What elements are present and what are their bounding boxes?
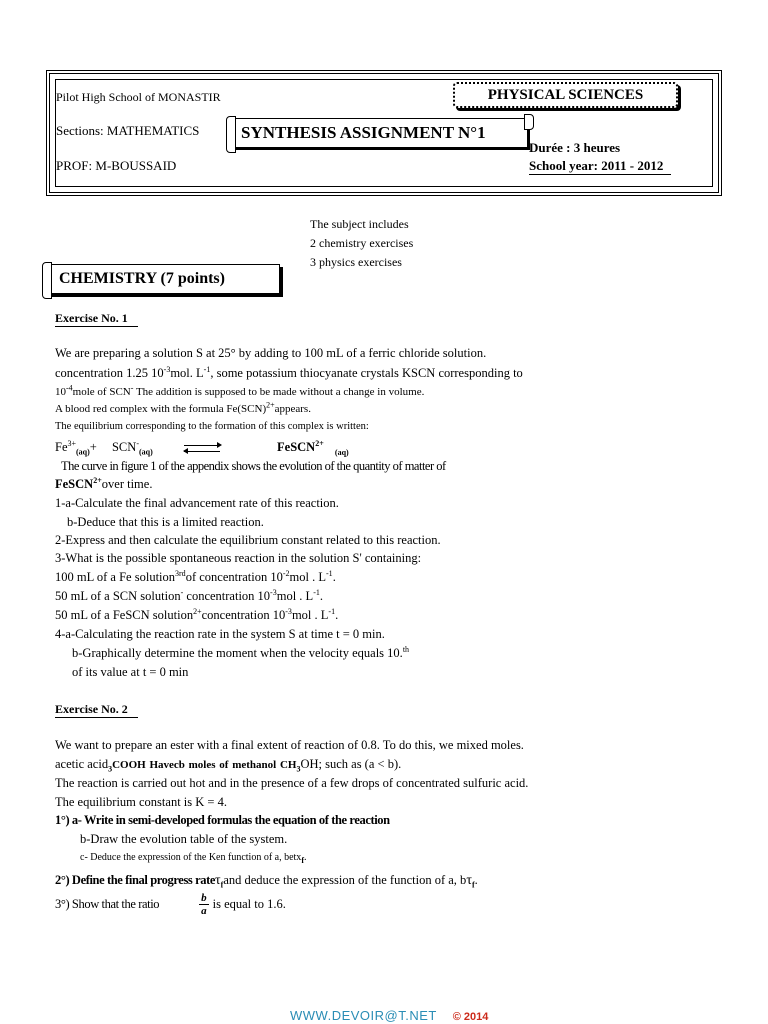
ex1-question-4b: b-Graphically determine the moment when the velocity equals 10.$^{th}$ (72, 644, 410, 660)
subject-banner-text: PHYSICAL SCIENCES (487, 87, 644, 103)
scroll-left-curl (226, 116, 236, 153)
ex1-question-2: 2-Express and then calculate the equilibrium constant related to this reaction. (55, 533, 441, 547)
ex1-question-3: 3-What is the possible spontaneous reaction in the solution S' containing: (55, 551, 422, 565)
title-banner (232, 118, 528, 148)
ex2-question-1a: 1°) a- Write in semi-developed formulas the equation of the reaction (55, 813, 390, 827)
ex1-paragraph-4: A blood red complex with the formula Fe(SCN)$^{2+}$appears. (55, 400, 311, 415)
scroll-left-curl-chem (42, 262, 52, 299)
ex2-question-1c: c- Deduce the expression of the Ken function of a, betx$_f$. (80, 852, 307, 865)
ex2-paragraph-1: We want to prepare an ester with a final extent of reaction of 0.8. To do this, we mixed moles. (55, 738, 524, 752)
footer-watermark (290, 1008, 488, 1023)
ex1-paragraph-3: $10^{-4}mole$ of SCN- The addition is supposed to be made without a change in volume. (55, 383, 425, 398)
ex1-question-3-line-3: 50 mL of a FeSCN solution$^{2+}$concentration $10^{-3}mol$ . $L^{-1}$. (55, 606, 339, 622)
exercise-2-heading: Exercise No. 2 (55, 702, 138, 718)
ratio-fraction: $\frac{b}{a}$ (201, 892, 207, 917)
ex2-paragraph-4: The equilibrium constant is K = 4. (55, 795, 227, 809)
ex2-question-2: 2°) Define the final progress rateτ$_f$and deduce the expression of the function of a, $b\tau_f$. (55, 873, 478, 890)
intro-line-2: 2 chemistry exercises (310, 236, 414, 250)
ex2-paragraph-3: The reaction is carried out hot and in the presence of a few drops of concentrated sulfuric acid. (55, 776, 529, 790)
ex2-paragraph-2: acetic acid$_3$COOH Havecb moles of methanol $CH_3OH$; such as (a < b). (55, 757, 402, 774)
prof-label: PROF: M-BOUSSAID (56, 158, 177, 173)
scroll-right-curl (524, 114, 534, 130)
ex1-paragraph-1: We are preparing a solution S at 25° by adding to 100 mL of a ferric chloride solution. (55, 346, 487, 360)
intro-line-3: 3 physics exercises (310, 255, 402, 269)
school-name: Pilot High School of MONASTIR (56, 90, 221, 104)
ex1-question-3-line-1: 100 mL of a Fe solution$^{3rd}$of concentration $10^{-2}mol$ . $L^{-1}$. (55, 568, 336, 584)
ex1-question-4a: 4-a-Calculating the reaction rate in the system S at time t = 0 min. (55, 627, 385, 641)
ex1-question-4b-cont: of its value at t = 0 min (72, 665, 189, 679)
title-banner-text: SYNTHESIS ASSIGNMENT N°1 (241, 123, 486, 142)
intro-line-1: The subject includes (310, 217, 409, 231)
ex2-question-3: 3°) Show that the ratio $\frac{b}{a}$ is equal to 1.6. (55, 892, 286, 917)
equilibrium-arrows-icon (184, 442, 222, 454)
chemistry-banner (48, 264, 280, 294)
ex1-question-1a: 1-a-Calculate the final advancement rate of this reaction. (55, 496, 339, 510)
footer-copyright: © 2014 (452, 1011, 489, 1023)
chemistry-banner-text: CHEMISTRY (7 points) (59, 270, 225, 287)
ex1-question-3-line-2: 50 mL of a SCN solution- concentration $10^{-3}mol$ . $L^{-1}$. (55, 587, 323, 603)
subject-banner (453, 82, 678, 108)
ex2-question-1b: b-Draw the evolution table of the system. (80, 832, 288, 846)
exercise-1-heading: Exercise No. 1 (55, 311, 138, 327)
ex1-paragraph-5: The equilibrium corresponding to the formation of this complex is written: (55, 421, 369, 432)
ex1-paragraph-7: FeSCN$^{2+}$over time. (55, 475, 153, 491)
footer-site: WWW.DEVOIR@T.NET (290, 1008, 437, 1023)
school-year-label: School year: 2011 - 2012 (529, 158, 671, 175)
ex1-paragraph-6: The curve in figure 1 of the appendix shows the evolution of the quantity of matter of (61, 459, 446, 473)
duration-label: Durée : 3 heures (529, 140, 621, 155)
equilibrium-equation: $Fe^{3+}_{(aq)}+ SCN^-_{(aq)}$ FeSCN$^{2+}$ $_{(aq)}$ (55, 438, 349, 457)
ex1-question-1b: b-Deduce that this is a limited reaction. (67, 515, 264, 529)
ex1-paragraph-2: concentration 1.25 $10^{-3}mol$. $L^{-1}$, some potassium thiocyanate crystals KSCN corresponding to (55, 364, 523, 380)
sections-label: Sections: MATHEMATICS (56, 123, 200, 138)
